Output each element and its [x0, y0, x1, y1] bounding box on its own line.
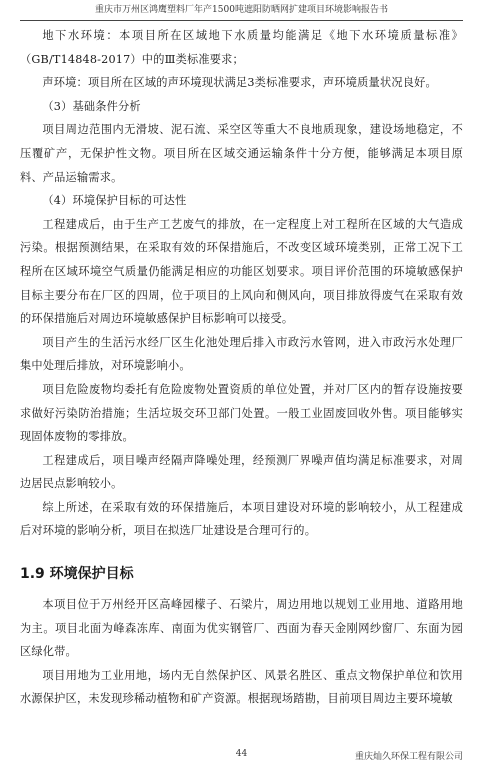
paragraph-air: 工程建成后，由于生产工艺废气的排放，在一定程度上对工程所在区域的大气造成污染。根据预测结果，在采取有效的环保措施后，不改变区域环境类别，正常工况下工程所在区域环境空气质量仍能满足相应的功能区划要求。项目评价范围的环境敏感保护目标主要分布在厂区的四周，位于项目的上风向和侧风向，项目排放得废气在采取有效的环保措施后对周边环境敏感保护目标影响可以接受。: [20, 217, 463, 326]
paragraph-acoustic: 声环境：项目所在区域的声环境现状满足3类标准要求，声环境质量状况良好。: [42, 76, 437, 90]
paragraph-conclusion: 综上所述，在采取有效的环保措施后，本项目建设对环境的影响较小，从工程建成后对环境的影响分析，项目在拟选厂址建设是合理可行的。: [20, 500, 463, 538]
company-name: 重庆灿久环保工程有限公司: [354, 752, 463, 762]
paragraph-land-use: 项目用地为工业用地，场内无自然保护区、风景名胜区、重点文物保护单位和饮用水源保护区，未发现珍稀动植物和矿产资源。根据现场踏勘，目前项目周边主要环境敏: [20, 668, 463, 706]
subheading-feasibility: （4）环境保护目标的可达性: [42, 194, 187, 208]
paragraph-noise: 工程建成后，项目噪声经隔声降噪处理，经预测厂界噪声值均满足标准要求，对周边居民点影响较小。: [20, 453, 463, 491]
subheading-basic-conditions: （3）基础条件分析: [42, 99, 141, 113]
paragraph-solid-waste: 项目危险废物均委托有危险废物处置资质的单位处置，并对厂区内的暂存设施按要求做好污染防治措施；生活垃圾交环卫部门处置。一般工业固废回收外售。项目能够实现固体废物的零排放。: [20, 382, 463, 444]
document-body: [20, 24, 463, 711]
paragraph-geology: 项目周边范围内无滑坡、泥石流、采空区等重大不良地质现象，建设场地稳定，不压覆矿产，无保护性文物。项目所在区域交通运输条件十分方便，能够满足本项目原料、产品运输需求。: [20, 123, 463, 184]
paragraph-location: 本项目位于万州经开区高峰园檬子、石梁片，周边用地以规划工业用地、道路用地为主。项目北面为峰森冻库、南面为优实钢管厂、西面为春天金刚网纱窗厂、东面为园区绿化带。: [20, 598, 463, 659]
paragraph-wastewater: 项目产生的生活污水经厂区生化池处理后排入市政污水管网，进入市政污水处理厂集中处理后排放，对环境影响小。: [20, 335, 463, 373]
page-header: 重庆市万州区鸿鹰塑料厂年产1500吨遮阳防晒网扩建项目环境影响报告书: [20, 0, 463, 21]
page-footer: [20, 749, 463, 763]
paragraph-groundwater: 地下水环境：本项目所在区域地下水质量均能满足《地下水环境质量标准》（GB/T14848-2017）中的Ⅲ类标准要求；: [20, 29, 463, 66]
section-title: 1.9 环境保护目标: [20, 566, 134, 583]
page-number: 44: [235, 749, 248, 759]
